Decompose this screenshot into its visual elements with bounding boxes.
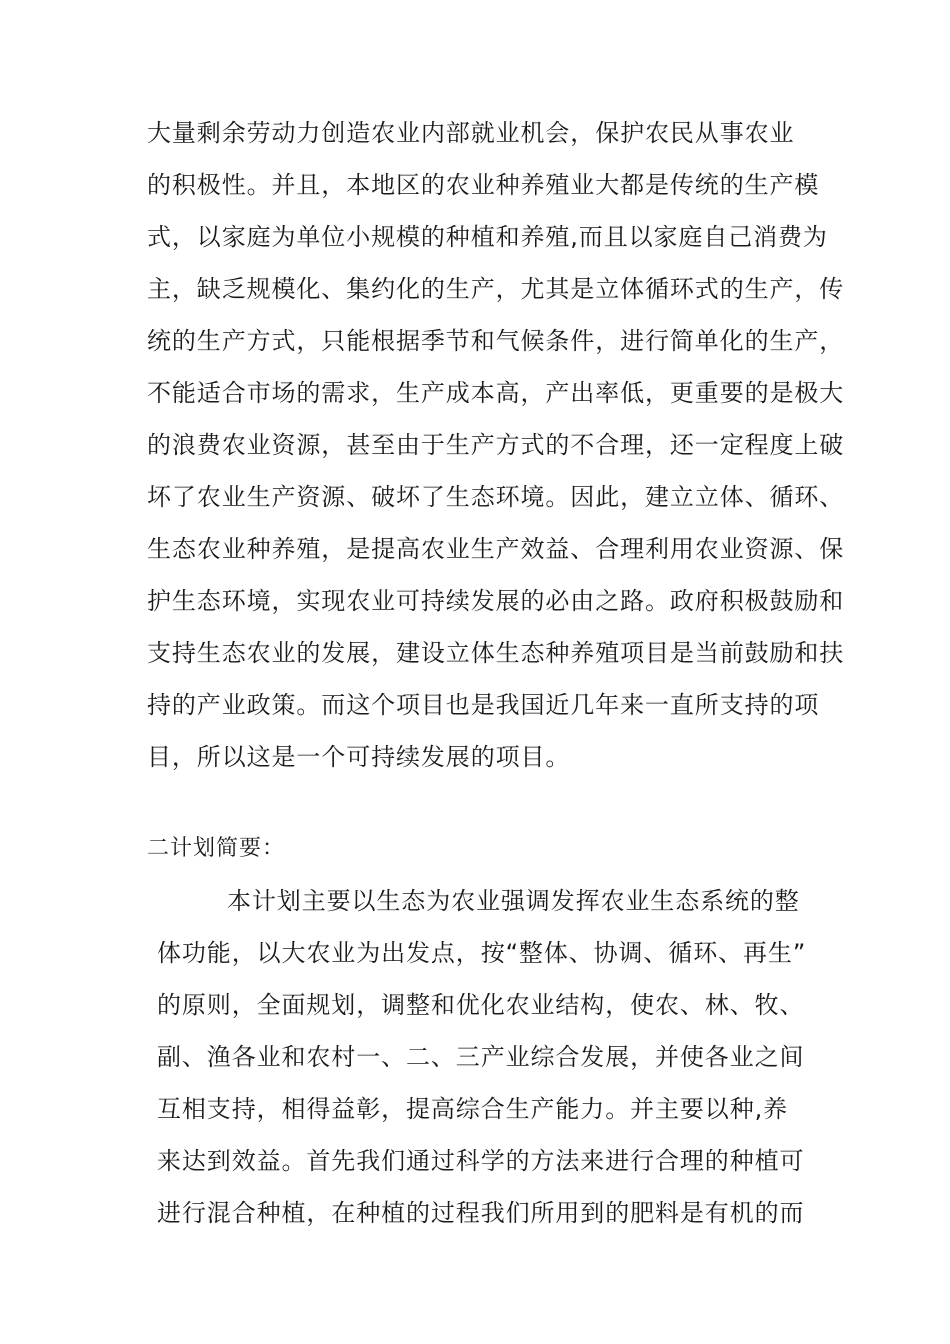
text-line: 的原则，全面规划，调整和优化农业结构，使农、林、牧、	[157, 991, 805, 1019]
text-line: 不能适合市场的需求，生产成本高，产出率低，更重要的是极大	[147, 379, 845, 407]
text-line: 来达到效益。首先我们通过科学的方法来进行合理的种植可	[157, 1147, 805, 1175]
text-line: 目，所以这是一个可持续发展的项目。	[147, 743, 571, 771]
text-line: 本计划主要以生态为农业强调发挥农业生态系统的整	[227, 887, 800, 915]
text-line: 持的产业政策。而这个项目也是我国近几年来一直所支持的项	[147, 691, 820, 719]
text-line: 统的生产方式，只能根据季节和气候条件，进行简单化的生产，	[147, 327, 845, 355]
text-line: 进行混合种植，在种植的过程我们所用到的肥料是有机的而	[157, 1199, 805, 1227]
section-heading: 二计划简要：	[147, 836, 286, 861]
text-line: 互相支持，相得益彰，提高综合生产能力。并主要以种,养	[157, 1095, 789, 1123]
text-line: 副、渔各业和农村一、二、三产业综合发展，并使各业之间	[157, 1043, 805, 1071]
text-line: 支持生态农业的发展，建设立体生态种养殖项目是当前鼓励和扶	[147, 639, 845, 667]
text-line: 的浪费农业资源，甚至由于生产方式的不合理，还一定程度上破	[147, 431, 845, 459]
text-line: 主，缺乏规模化、集约化的生产，尤其是立体循环式的生产，传	[147, 275, 845, 303]
text-line: 生态农业种养殖，是提高农业生产效益、合理利用农业资源、保	[147, 535, 845, 563]
text-line: 式，以家庭为单位小规模的种植和养殖,而且以家庭自己消费为	[147, 223, 828, 251]
text-line: 体功能，以大农业为出发点，按“整体、协调、循环、再生”	[157, 939, 807, 967]
text-line: 护生态环境，实现农业可持续发展的必由之路。政府积极鼓励和	[147, 587, 845, 615]
text-line: 坏了农业生产资源、破坏了生态环境。因此，建立立体、循环、	[147, 483, 845, 511]
text-line: 大量剩余劳动力创造农业内部就业机会，保护农民从事农业	[147, 119, 795, 147]
text-line: 的积极性。并且，本地区的农业种养殖业大都是传统的生产模	[147, 171, 820, 199]
